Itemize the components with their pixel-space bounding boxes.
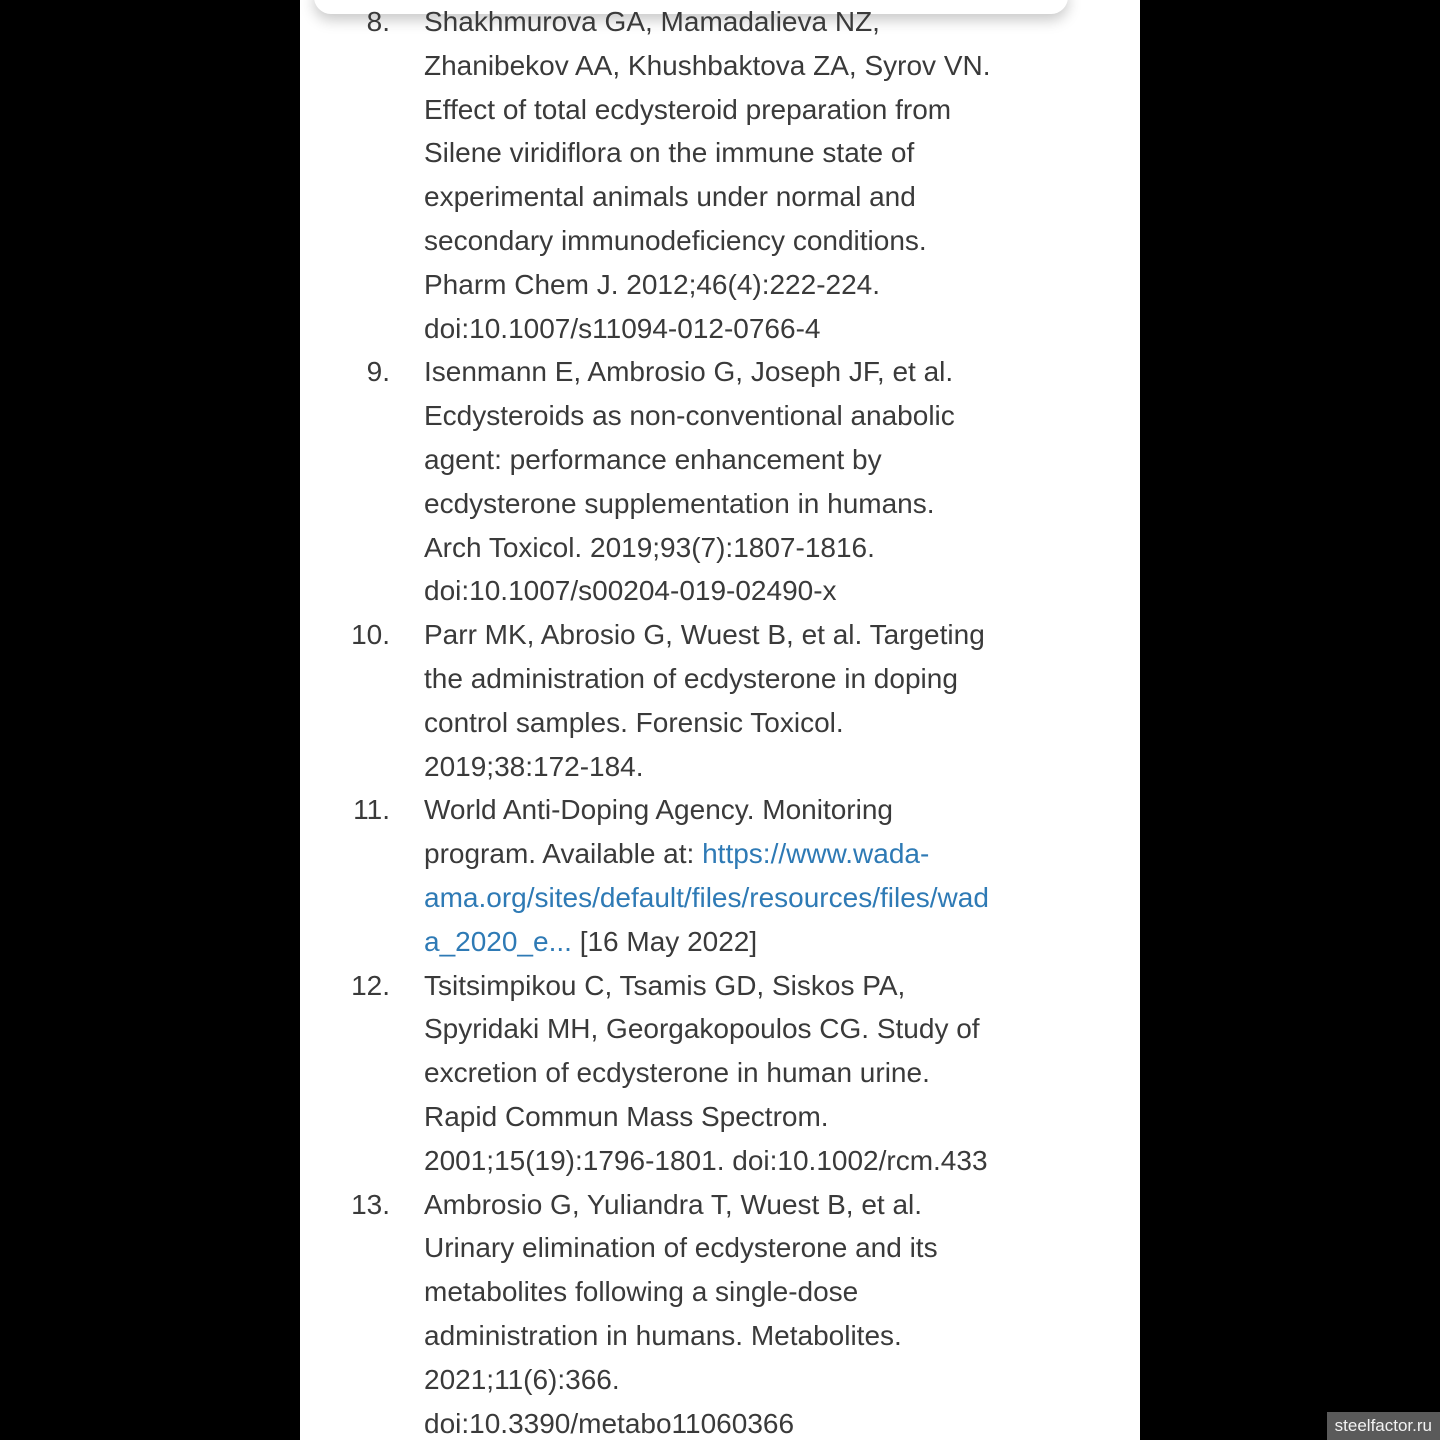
reference-text-line: [424, 876, 989, 920]
reference-text-line: Tsitsimpikou C, Tsamis GD, Siskos PA,: [424, 969, 906, 1001]
reference-text-line: Ecdysteroids as non-conventional anabolic: [424, 400, 955, 432]
reference-text-line: the administration of ecdysterone in doping: [424, 662, 958, 694]
reference-text-line: doi:10.1007/s00204-019-02490-x: [424, 575, 837, 607]
reference-number: 13.: [351, 1188, 390, 1220]
reference-text-line: secondary immunodeficiency conditions.: [424, 225, 927, 256]
reference-text-line: Shakhmurova GA, Mamadalieva NZ,: [424, 6, 880, 37]
reference-text-line: doi:10.3390/metabo11060366: [424, 1407, 795, 1439]
reference-text-line: [424, 920, 757, 964]
reference-text-line: Isenmann E, Ambrosio G, Joseph JF, et al.: [424, 356, 954, 388]
reference-text-line: excretion of ecdysterone in human urine.: [424, 1057, 930, 1089]
reference-text-line: Zhanibekov AA, Khushbaktova ZA, Syrov VN.: [424, 49, 991, 81]
wada-url-link-end[interactable]: a_2020_e...: [424, 925, 572, 957]
reference-text-line: Effect of total ecdysteroid preparation from: [424, 93, 952, 125]
reference-number: 9.: [366, 356, 390, 388]
reference-text-line: Pharm Chem J. 2012;46(4):222-224.: [424, 268, 881, 300]
reference-number: 8.: [366, 6, 390, 37]
reference-text-line: Ambrosio G, Yuliandra T, Wuest B, et al.: [424, 1188, 923, 1220]
reference-text: program. Available at:: [424, 838, 703, 870]
reference-text-line: control samples. Forensic Toxicol.: [424, 706, 844, 738]
reference-text-line: doi:10.1007/s11094-012-0766-4: [424, 312, 821, 344]
reference-text-line: experimental animals under normal and: [424, 181, 916, 213]
reference-number: 11.: [353, 794, 390, 826]
document-page: [300, 0, 1140, 1440]
reference-number: 12.: [351, 969, 390, 1001]
reference-text-line: World Anti-Doping Agency. Monitoring: [424, 794, 893, 826]
reference-text-line: 2001;15(19):1796-1801. doi:10.1002/rcm.433: [424, 1144, 988, 1176]
reference-text-line: Spyridaki MH, Georgakopoulos CG. Study of: [424, 1013, 980, 1045]
reference-text-line: metabolites following a single-dose: [424, 1276, 859, 1308]
watermark: steelfactor.ru: [1327, 1412, 1440, 1440]
reference-text-line: administration in humans. Metabolites.: [424, 1319, 902, 1351]
reference-text-line: Urinary elimination of ecdysterone and its: [424, 1232, 938, 1264]
wada-url-link-continued[interactable]: ama.org/sites/default/files/resources/files/wad: [424, 881, 989, 913]
reference-text-line: 2021;11(6):366.: [424, 1363, 620, 1395]
reference-text-line: ecdysterone supplementation in humans.: [424, 487, 935, 519]
reference-text-line: Silene viridiflora on the immune state of: [424, 137, 915, 169]
reference-text-line: [424, 832, 929, 876]
reference-text-line: 2019;38:172-184.: [424, 750, 644, 782]
reference-text-line: Rapid Commun Mass Spectrom.: [424, 1100, 829, 1132]
reference-text-line: Arch Toxicol. 2019;93(7):1807-1816.: [424, 531, 875, 563]
reference-text-line: Parr MK, Abrosio G, Wuest B, et al. Targeting: [424, 619, 985, 651]
reference-number: 10.: [351, 619, 390, 651]
access-date: [16 May 2022]: [571, 925, 758, 957]
wada-url-link[interactable]: https://www.wada-: [702, 838, 930, 870]
reference-text-line: agent: performance enhancement by: [424, 443, 882, 475]
